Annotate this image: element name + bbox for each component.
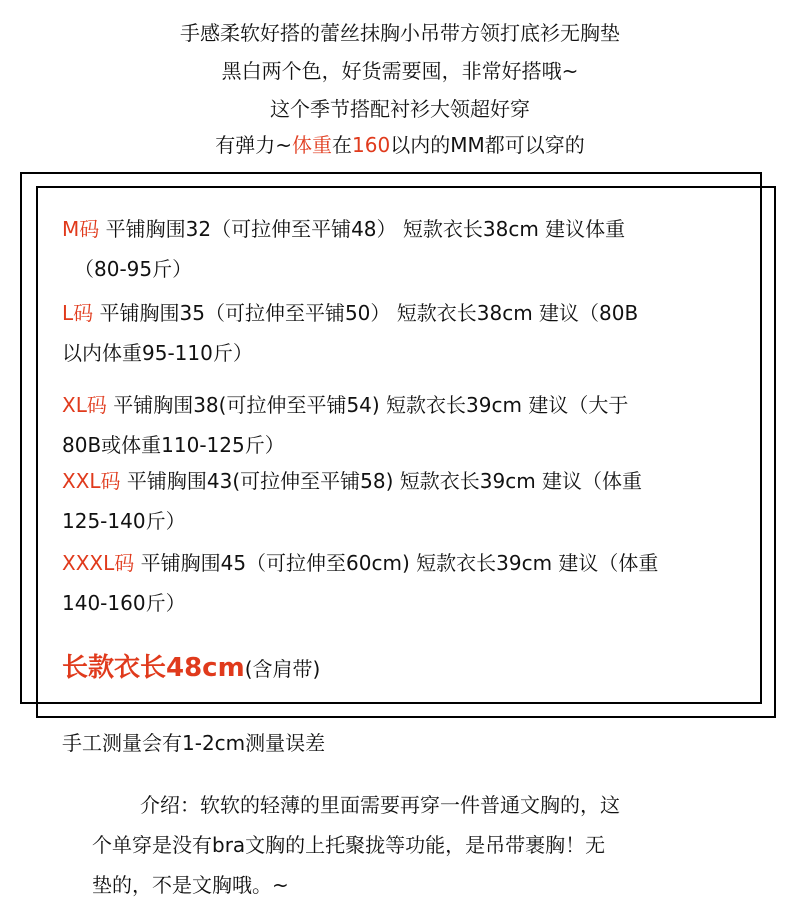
header-weight-highlight: 体重	[292, 133, 333, 157]
measure-note: 手工测量会有1-2cm测量误差	[62, 731, 326, 755]
intro-line-2: 个单穿是没有bra文胸的上托聚拢等功能，是吊带裹胸！无	[92, 833, 606, 857]
size-spec-cont: 80B或体重110-125斤）	[62, 433, 285, 457]
size-row-xxl	[62, 466, 643, 533]
header-160-highlight: 160	[352, 133, 391, 157]
size-spec-cont: 以内体重95-110斤）	[62, 341, 253, 365]
size-code: XXL码	[62, 469, 121, 493]
header-line-3: 这个季节搭配衬衫大领超好穿	[270, 97, 530, 121]
size-row-xxxl	[62, 548, 659, 615]
size-row-l	[62, 298, 639, 365]
size-spec: 平铺胸围32（可拉伸至平铺48） 短款衣长38cm 建议体重	[99, 217, 626, 241]
size-spec: 平铺胸围45（可拉伸至60cm) 短款衣长39cm 建议（体重	[134, 551, 659, 575]
size-code: M码	[62, 217, 100, 241]
header-line-4-post: 以内的MM都可以穿的	[390, 133, 585, 157]
size-row-m	[62, 214, 626, 281]
intro-line-1: 介绍：软软的轻薄的里面需要再穿一件普通文胸的，这	[140, 793, 620, 817]
size-code: XL码	[62, 393, 107, 417]
long-length-label: 长款衣长48cm	[62, 653, 245, 683]
header-line-4	[0, 130, 800, 160]
size-spec-cont: 140-160斤）	[62, 591, 186, 615]
size-code: L码	[62, 301, 94, 325]
long-length-row	[62, 648, 320, 689]
long-length-note: (含肩带)	[244, 657, 321, 681]
size-spec: 平铺胸围38(可拉伸至平铺54) 短款衣长39cm 建议（大于	[106, 393, 629, 417]
intro-line-3: 垫的，不是文胸哦。~	[92, 873, 289, 897]
size-code: XXXL码	[62, 551, 135, 575]
size-row-xl	[62, 390, 629, 457]
size-spec-cont: （80-95斤）	[74, 257, 193, 281]
header-line-1: 手感柔软好搭的蕾丝抹胸小吊带方领打底衫无胸垫	[180, 21, 620, 45]
header-line-4-pre: 有弹力~	[215, 133, 293, 157]
header-line-2: 黑白两个色，好货需要囤，非常好搭哦~	[221, 59, 579, 83]
size-spec: 平铺胸围35（可拉伸至平铺50） 短款衣长38cm 建议（80B	[93, 301, 639, 325]
header-line-4-mid: 在	[332, 133, 353, 157]
size-spec-cont: 125-140斤）	[62, 509, 186, 533]
size-spec: 平铺胸围43(可拉伸至平铺58) 短款衣长39cm 建议（体重	[120, 469, 643, 493]
